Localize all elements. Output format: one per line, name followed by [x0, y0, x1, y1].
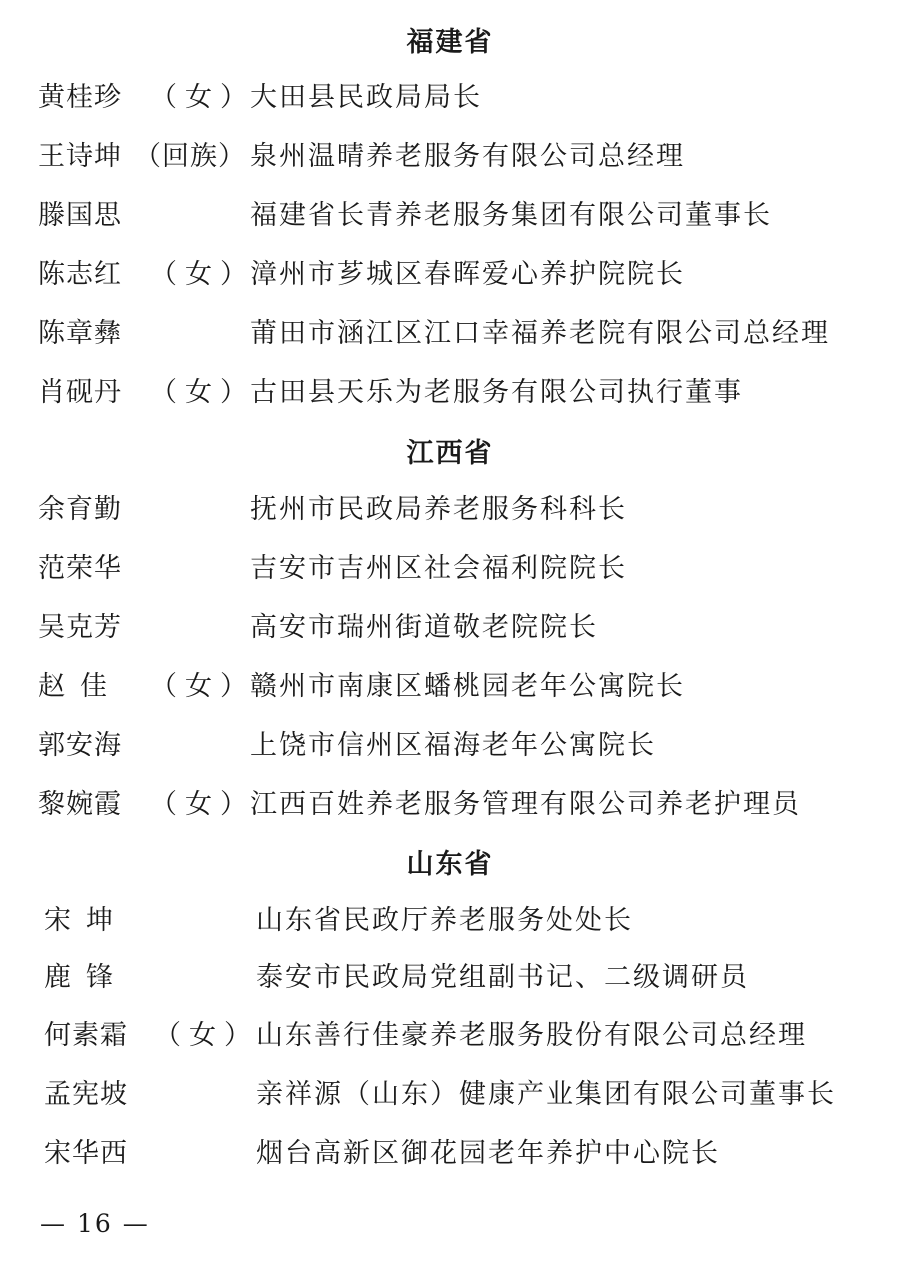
person-name: 赵佳 [38, 671, 122, 702]
person-name: 陈章彝 [38, 318, 122, 349]
person-title: 漳州市芗城区春晖爱心养护院院长 [250, 259, 685, 290]
list-item [0, 137, 900, 177]
list-item [0, 785, 900, 825]
province-heading-fujian: 福建省 [406, 27, 494, 58]
person-title: 赣州市南康区蟠桃园老年公寓院长 [250, 671, 685, 702]
person-name: 郭安海 [38, 730, 122, 761]
person-note: （女） [150, 377, 255, 408]
person-name: 吴克芳 [38, 612, 122, 643]
list-item [0, 608, 900, 648]
person-name: 陈志红 [38, 259, 122, 290]
person-title: 上饶市信州区福海老年公寓院长 [250, 730, 656, 761]
list-item [0, 255, 900, 295]
person-title: 大田县民政局局长 [250, 82, 482, 113]
page-number: — 16 — [40, 1209, 150, 1238]
list-item [0, 1016, 900, 1056]
list-item [0, 1075, 900, 1115]
person-name: 王诗坤 [38, 141, 122, 172]
person-note: （女） [150, 671, 255, 702]
person-note: （女） [154, 1020, 259, 1051]
list-item [0, 196, 900, 236]
person-note: （女） [150, 789, 255, 820]
person-name: 何素霜 [44, 1020, 128, 1051]
person-title: 江西百姓养老服务管理有限公司养老护理员 [250, 789, 801, 820]
person-name: 黄桂珍 [38, 82, 122, 113]
person-title: 吉安市吉州区社会福利院院长 [250, 553, 627, 584]
person-title: 古田县天乐为老服务有限公司执行董事 [250, 377, 743, 408]
province-heading-shandong: 山东省 [406, 849, 494, 880]
person-name: 肖砚丹 [38, 377, 122, 408]
province-heading-jiangxi: 江西省 [406, 438, 494, 469]
person-title: 抚州市民政局养老服务科科长 [250, 494, 627, 525]
person-name: 宋华西 [44, 1138, 128, 1169]
list-item [0, 901, 900, 941]
list-item [0, 549, 900, 589]
person-title: 泰安市民政局党组副书记、二级调研员 [256, 962, 749, 993]
person-title: 烟台高新区御花园老年养护中心院长 [256, 1138, 720, 1169]
person-name: 范荣华 [38, 553, 122, 584]
person-title: 高安市瑞州街道敬老院院长 [250, 612, 598, 643]
person-note: （回族） [134, 141, 246, 172]
person-title: 亲祥源（山东）健康产业集团有限公司董事长 [256, 1079, 836, 1110]
list-item [0, 314, 900, 354]
list-item [0, 373, 900, 413]
person-name: 余育勤 [38, 494, 122, 525]
person-note: （女） [150, 82, 255, 113]
person-title: 山东省民政厅养老服务处处长 [256, 905, 633, 936]
list-item [0, 667, 900, 707]
list-item [0, 490, 900, 530]
person-name: 黎婉霞 [38, 789, 122, 820]
person-title: 莆田市涵江区江口幸福养老院有限公司总经理 [250, 318, 830, 349]
person-title: 泉州温晴养老服务有限公司总经理 [250, 141, 685, 172]
person-name: 滕国思 [38, 200, 122, 231]
person-name: 鹿锋 [44, 962, 128, 993]
person-name: 孟宪坡 [44, 1079, 128, 1110]
person-name: 宋坤 [44, 905, 128, 936]
list-item [0, 726, 900, 766]
list-item [0, 78, 900, 118]
list-item [0, 1134, 900, 1174]
person-note: （女） [150, 259, 255, 290]
person-title: 福建省长青养老服务集团有限公司董事长 [250, 200, 772, 231]
list-item [0, 958, 900, 998]
person-title: 山东善行佳豪养老服务股份有限公司总经理 [256, 1020, 807, 1051]
